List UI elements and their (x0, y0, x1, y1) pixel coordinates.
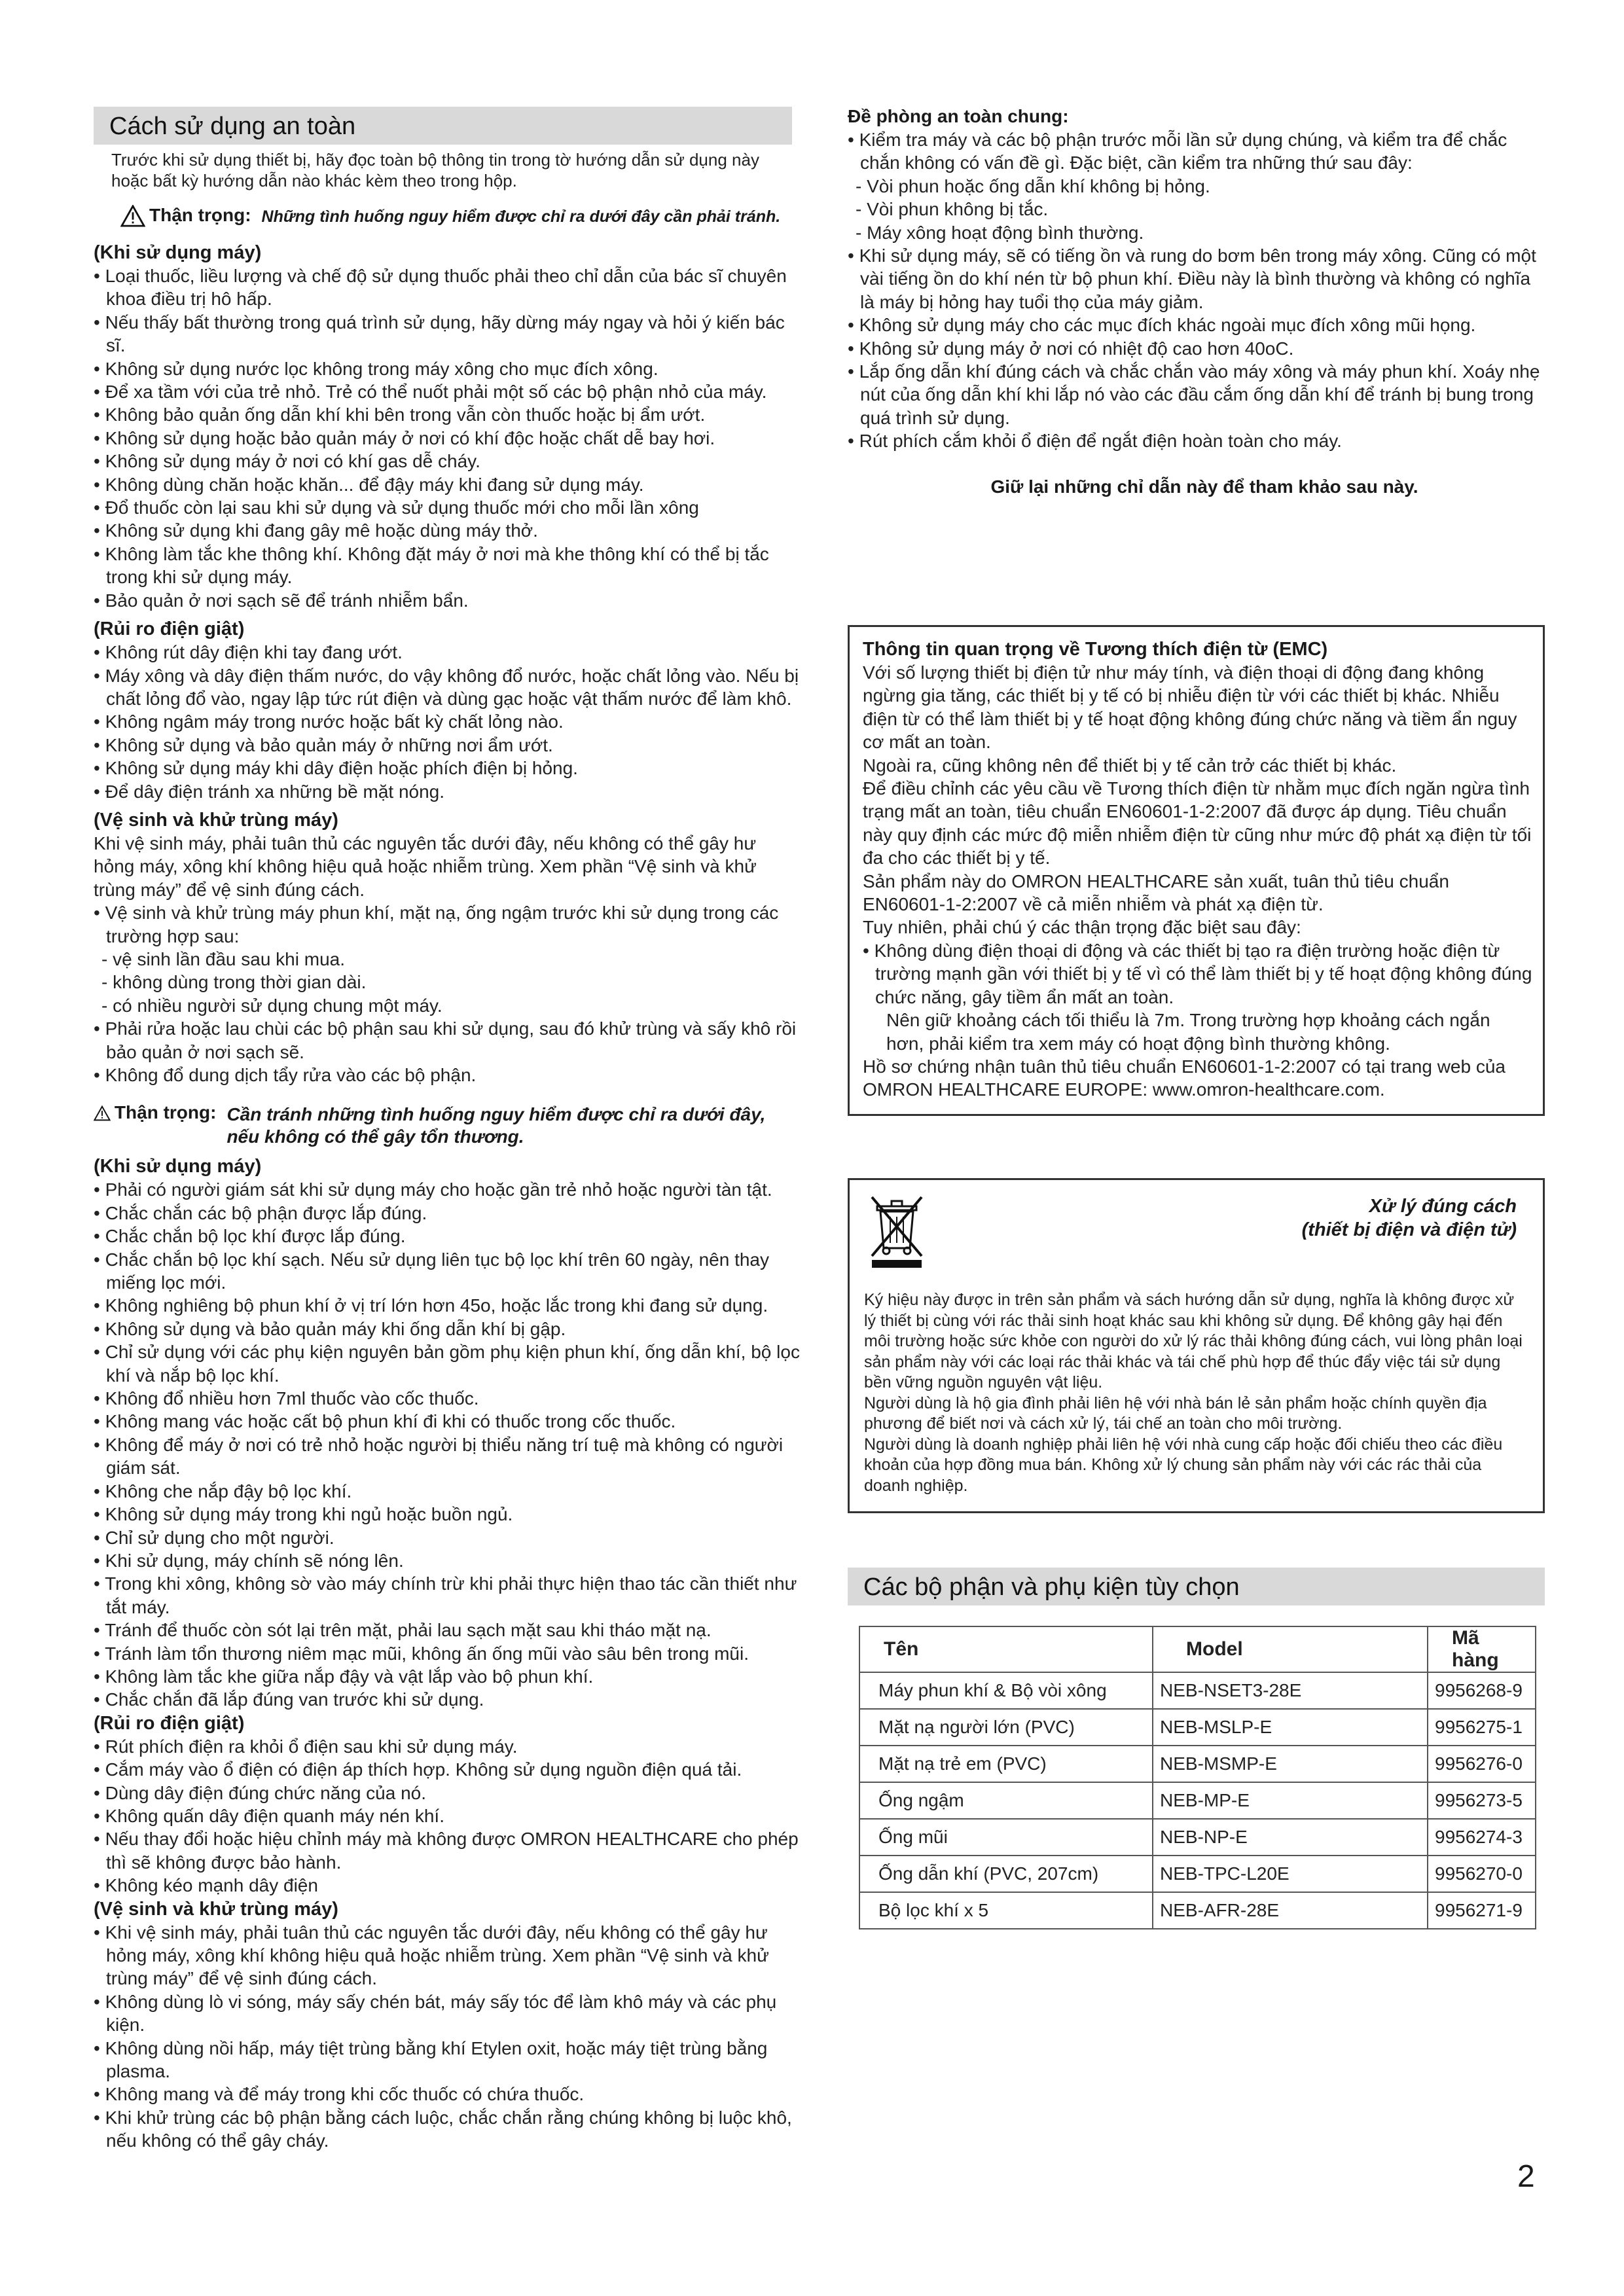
col-header-code: Mã hàng (1428, 1626, 1536, 1672)
list-usage-2 (94, 1178, 801, 1711)
list-item: • Dùng dây điện đúng chức năng của nó. (94, 1782, 801, 1804)
left-column-flow (94, 241, 801, 2153)
disposal-p2: Người dùng là hộ gia đình phải liên hệ với nhà bán lẻ sản phẩm hoặc chính quyền địa phương để biết nơi và cách xử lý, tái chế an toàn cho môi trường. (864, 1393, 1487, 1433)
list-item: • Khi sử dụng máy, sẽ có tiếng ồn và rung do bơm bên trong máy xông. Cũng có một vài tiếng ồn do khí nén từ bộ phun khí. Điều này là bình thường và không có nghĩa là máy bị hỏng hay tuổi thọ của máy giảm. (848, 244, 1548, 314)
disposal-title-2: (thiết bị điện và điện tử) (1301, 1219, 1517, 1240)
list-item: • Để xa tầm với của trẻ nhỏ. Trẻ có thể nuốt phải một số các bộ phận nhỏ của máy. (94, 380, 801, 403)
cell-model: NEB-MP-E (1153, 1782, 1428, 1819)
section-header-safe-use: Cách sử dụng an toàn (94, 107, 792, 145)
weee-bin-icon (864, 1189, 929, 1270)
list-item: • Nếu thay đổi hoặc hiệu chỉnh máy mà không được OMRON HEALTHCARE cho phép thì sẽ không được bảo hành. (94, 1827, 801, 1874)
disposal-p1: Ký hiệu này được in trên sản phẩm và sách hướng dẫn sử dụng, nghĩa là không được xử lý thiết bị cùng với rác thải sinh hoạt khác sau khi không sử dụng. Để không gây hại đến môi trường hoặc sức khỏe con người do xử lý rác thải không đúng cách, vui lòng phân loại sản phẩm này với các loại rác thải khác và tái chế phù hợp để thúc đẩy việc tái sử dụng bền vững nguồn nguyên vật liệu. (864, 1291, 1523, 1391)
subsection-title: (Khi sử dụng máy) (94, 1156, 262, 1177)
dash-item: - Vòi phun hoặc ống dẫn khí không bị hỏng. (848, 175, 1548, 198)
cell-model: NEB-TPC-L20E (1153, 1856, 1428, 1892)
page-number: 2 (1517, 2159, 1535, 2194)
list-item: • Không nghiêng bộ phun khí ở vị trí lớn hơn 45o, hoặc lắc trong khi đang sử dụng. (94, 1294, 801, 1317)
list-item: • Không sử dụng máy ở nơi có nhiệt độ cao hơn 40oC. (848, 337, 1548, 360)
list-item: • Kiểm tra máy và các bộ phận trước mỗi lần sử dụng chúng, và kiểm tra để chắc chắn không có vấn đề gì. Đặc biệt, cần kiểm tra những thứ sau đây: (848, 128, 1548, 175)
cell-code: 9956271-9 (1428, 1892, 1536, 1929)
general-list (848, 128, 1548, 175)
subsection-title: (Vệ sinh và khử trùng máy) (94, 809, 338, 831)
list-item: • Phải rửa hoặc lau chùi các bộ phận sau khi sử dụng, sau đó khử trùng và sấy khô rồi bảo quản ở nơi sạch sẽ. (94, 1017, 801, 1064)
subsection-title: (Khi sử dụng máy) (94, 242, 262, 263)
cell-code: 9956274-3 (1428, 1819, 1536, 1856)
section-header-parts: Các bộ phận và phụ kiện tùy chọn (848, 1568, 1545, 1605)
cell-code: 9956276-0 (1428, 1746, 1536, 1782)
list-usage-1 (94, 264, 801, 612)
list-item: • Không mang vác hoặc cất bộ phun khí đi khi có thuốc trong cốc thuốc. (94, 1410, 801, 1433)
keep-note: Giữ lại những chỉ dẫn này để tham khảo sau này. (990, 476, 1418, 497)
cell-name: Ống dẫn khí (PVC, 207cm) (859, 1856, 1153, 1892)
general-list-b (848, 244, 1548, 453)
cell-model: NEB-MSLP-E (1153, 1709, 1428, 1746)
emc-p1: Với số lượng thiết bị điện tử như máy tính, và điện thoại di động đang không ngừng gia tăng, các thiết bị y tế có bị nhiễu điện từ với các thiết bị khác. Nhiễu điện từ có thể làm thiết bị y tế hoạt động không đúng chức năng và tiềm ẩn nguy cơ mất an toàn. (863, 662, 1517, 753)
list-item: • Không dùng chăn hoặc khăn... để đậy máy khi đang sử dụng máy. (94, 473, 801, 496)
list-item: • Không bảo quản ống dẫn khí khi bên trong vẫn còn thuốc hoặc bị ẩm ướt. (94, 403, 801, 426)
list-cleaning-2 (94, 1921, 801, 2153)
list-item: • Không sử dụng máy cho các mục đích khác ngoài mục đích xông mũi họng. (848, 314, 1548, 336)
list-item: • Không dùng lò vi sóng, máy sấy chén bát, máy sấy tóc để làm khô máy và các phụ kiện. (94, 1990, 801, 2037)
table-header-row (859, 1626, 1536, 1672)
list-item: • Không làm tắc khe giữa nắp đậy và vật lắp vào bộ phun khí. (94, 1665, 801, 1688)
list-item: • Không sử dụng máy trong khi ngủ hoặc buồn ngủ. (94, 1503, 801, 1526)
col-header-name: Tên (859, 1626, 1153, 1672)
table-row (859, 1819, 1536, 1856)
disposal-box (848, 1178, 1545, 1513)
caution-label: Thận trọng: (149, 205, 251, 225)
list-electric-2 (94, 1735, 801, 1897)
cell-name: Bộ lọc khí x 5 (859, 1892, 1153, 1929)
table-row (859, 1746, 1536, 1782)
subsection-title: (Vệ sinh và khử trùng máy) (94, 1898, 338, 1920)
disposal-p3: Người dùng là doanh nghiệp phải liên hệ với nhà cung cấp hoặc đối chiếu theo các điều khoản của hợp đồng mua bán. Không xử lý chung sản phẩm này với các rác thải của doanh nghiệp. (864, 1435, 1503, 1495)
list-item: • Không sử dụng khi đang gây mê hoặc dùng máy thở. (94, 519, 801, 542)
emc-item1b: Nên giữ khoảng cách tối thiểu là 7m. Trong trường hợp khoảng cách ngắn hơn, phải kiểm tra xem máy có hoạt động bình thường không. (886, 1010, 1490, 1054)
list-item: • Bảo quản ở nơi sạch sẽ để tránh nhiễm bẩn. (94, 589, 801, 612)
cell-code: 9956270-0 (1428, 1856, 1536, 1892)
list-item: • Loại thuốc, liều lượng và chế độ sử dụng thuốc phải theo chỉ dẫn của bác sĩ chuyên khoa điều trị hô hấp. (94, 264, 801, 311)
list-item: • Không dùng nồi hấp, máy tiệt trùng bằng khí Etylen oxit, hoặc máy tiệt trùng bằng plasma. (94, 2037, 801, 2083)
emc-box (848, 625, 1545, 1116)
cell-model: NEB-NSET3-28E (1153, 1672, 1428, 1709)
dash-item: - Vòi phun không bị tắc. (848, 198, 1548, 221)
list-item: • Rút phích cắm khỏi ổ điện để ngắt điện hoàn toàn cho máy. (848, 429, 1548, 452)
emc-p2: Ngoài ra, cũng không nên để thiết bị y tế cản trở các thiết bị khác. (863, 755, 1397, 776)
list-item: • Cắm máy vào ổ điện có điện áp thích hợp. Không sử dụng nguồn điện quá tải. (94, 1758, 801, 1781)
emc-p3: Để điều chỉnh các yêu cầu về Tương thích điện từ nhằm mục đích ngăn ngừa tình trạng mất an toàn, tiêu chuẩn EN60601-1-2:2007 đã được áp dụng. Tiêu chuẩn này quy định các mức độ miễn nhiễm điện từ cũng như mức độ phát xạ điện từ tối đa cho các thiết bị y tế. (863, 778, 1532, 869)
caution-1 (120, 205, 795, 227)
col-header-model: Model (1153, 1626, 1428, 1672)
list-item: • Không đổ dung dịch tẩy rửa vào các bộ phận. (94, 1064, 801, 1086)
list-item: • Khi khử trùng các bộ phận bằng cách luộc, chắc chắn rằng chúng không bị luộc khô, nếu không có thể gây cháy. (94, 2106, 801, 2153)
list-item: • Máy xông và dây điện thấm nước, do vậy không đổ nước, hoặc chất lỏng vào. Nếu bị chất lỏng đổ vào, ngay lập tức rút điện và dùng gạc hoặc vật thấm nước để làm khô. (94, 664, 801, 711)
cell-name: Máy phun khí & Bộ vòi xông (859, 1672, 1153, 1709)
list-item: • Không ngâm máy trong nước hoặc bất kỳ chất lỏng nào. (94, 710, 801, 733)
caution-desc: Cần tránh những tình huống nguy hiểm được chỉ ra dưới đây, nếu không có thể gây tổn thương. (226, 1104, 766, 1147)
list-item: • Không sử dụng hoặc bảo quản máy ở nơi có khí độc hoặc chất dễ bay hơi. (94, 427, 801, 450)
caution-2 (94, 1102, 801, 1148)
list-item: • Rút phích điện ra khỏi ổ điện sau khi sử dụng máy. (94, 1735, 801, 1758)
list-item: • Chắc chắn bộ lọc khí được lắp đúng. (94, 1225, 801, 1247)
list-item: • Chắc chắn đã lắp đúng van trước khi sử dụng. (94, 1688, 801, 1711)
dash-list (848, 175, 1548, 244)
list-item: • Tránh để thuốc còn sót lại trên mặt, phải lau sạch mặt sau khi tháo mặt nạ. (94, 1619, 801, 1641)
dash-item: - có nhiều người sử dụng chung một máy. (94, 994, 801, 1017)
table-row (859, 1672, 1536, 1709)
disposal-title-1: Xử lý đúng cách (1369, 1196, 1517, 1217)
list-item: • Lắp ống dẫn khí đúng cách và chắc chắn vào máy xông và máy phun khí. Xoáy nhẹ nút của ống dẫn khí khi lắp nó vào các đầu cắm ống dẫn khí để tránh bị bung trong quá trình sử dụng. (848, 360, 1548, 429)
caution-desc: Những tình huống nguy hiểm được chỉ ra dưới đây cần phải tránh. (261, 207, 781, 226)
list-cleaning-1 (94, 901, 801, 948)
cell-model: NEB-AFR-28E (1153, 1892, 1428, 1929)
cell-name: Ống ngậm (859, 1782, 1153, 1819)
list-item: • Tránh làm tổn thương niêm mạc mũi, không ấn ống mũi vào sâu bên trong mũi. (94, 1642, 801, 1665)
list-item: • Đổ thuốc còn lại sau khi sử dụng và sử dụng thuốc mới cho mỗi lần xông (94, 496, 801, 519)
cell-model: NEB-MSMP-E (1153, 1746, 1428, 1782)
caution-label: Thận trọng: (114, 1102, 217, 1123)
cell-code: 9956275-1 (1428, 1709, 1536, 1746)
list-item: • Phải có người giám sát khi sử dụng máy cho hoặc gần trẻ nhỏ hoặc người tàn tật. (94, 1178, 801, 1201)
list-item: • Chắc chắn các bộ phận được lắp đúng. (94, 1202, 801, 1225)
list-item: • Không rút dây điện khi tay đang ướt. (94, 641, 801, 664)
dash-list (94, 948, 801, 1017)
list-electric-1 (94, 641, 801, 803)
list-item: • Không sử dụng máy ở nơi có khí gas dễ cháy. (94, 450, 801, 473)
list-item: • Trong khi xông, không sờ vào máy chính trừ khi phải thực hiện thao tác cần thiết như tắt máy. (94, 1572, 801, 1619)
cell-name: Ống mũi (859, 1819, 1153, 1856)
list-item: • Không đổ nhiều hơn 7ml thuốc vào cốc thuốc. (94, 1387, 801, 1410)
general-title: Đề phòng an toàn chung: (848, 106, 1069, 126)
list-item: • Không sử dụng và bảo quản máy ở những nơi ẩm ướt. (94, 734, 801, 757)
list-item: • Không sử dụng nước lọc không trong máy xông cho mục đích xông. (94, 357, 801, 380)
emc-list (863, 939, 1532, 1009)
list-item: • Không che nắp đậy bộ lọc khí. (94, 1480, 801, 1503)
parts-table (859, 1626, 1536, 1929)
cell-model: NEB-NP-E (1153, 1819, 1428, 1856)
dash-item: - không dùng trong thời gian dài. (94, 971, 801, 994)
intro-text: Trước khi sử dụng thiết bị, hãy đọc toàn bộ thông tin trong tờ hướng dẫn sử dụng này hoặc bất kỳ hướng dẫn nào khác kèm theo trong hộp. (111, 150, 759, 190)
list-item: • Nếu thấy bất thường trong quá trình sử dụng, hãy dừng máy ngay và hỏi ý kiến bác sĩ. (94, 311, 801, 357)
table-row (859, 1892, 1536, 1929)
list-item: • Không quấn dây điện quanh máy nén khí. (94, 1804, 801, 1827)
list-item: • Chỉ sử dụng với các phụ kiện nguyên bản gồm phụ kiện phun khí, ống dẫn khí, bộ lọc khí và nắp bộ lọc khí. (94, 1340, 801, 1387)
list-item: • Chỉ sử dụng cho một người. (94, 1526, 801, 1549)
dash-item: - Máy xông hoạt động bình thường. (848, 221, 1548, 244)
emc-p4: Sản phẩm này do OMRON HEALTHCARE sản xuất, tuân thủ tiêu chuẩn EN60601-1-2:2007 về cả miễn nhiễm và phát xạ điện từ. (863, 870, 1449, 915)
list-cleaning-1b (94, 1017, 801, 1086)
list-item: • Vệ sinh và khử trùng máy phun khí, mặt nạ, ống ngậm trước khi sử dụng trong các trường hợp sau: (94, 901, 801, 948)
cleaning-text: Khi vệ sinh máy, phải tuân thủ các nguyên tắc dưới đây, nếu không có thể gây hư hỏng máy, xông khí không hiệu quả hoặc nhiễm trùng. Xem phần “Vệ sinh và khử trùng máy” để vệ sinh đúng cách. (94, 833, 757, 900)
cell-code: 9956273-5 (1428, 1782, 1536, 1819)
list-item: • Không để máy ở nơi có trẻ nhỏ hoặc người bị thiểu năng trí tuệ mà không có người giám sát. (94, 1433, 801, 1480)
general-precautions (848, 105, 1548, 497)
list-item: • Để dây điện tránh xa những bề mặt nóng. (94, 780, 801, 803)
emc-p5: Tuy nhiên, phải chú ý các thận trọng đặc biệt sau đây: (863, 917, 1301, 938)
warning-triangle-icon (120, 205, 145, 227)
list-item: • Không kéo mạnh dây điện (94, 1874, 801, 1897)
warning-triangle-icon (94, 1102, 111, 1124)
cell-code: 9956268-9 (1428, 1672, 1536, 1709)
subsection-title: (Rủi ro điện giật) (94, 619, 245, 640)
list-item: • Không dùng điện thoại di động và các thiết bị tạo ra điện trường hoặc điện từ trường mạnh gần với thiết bị y tế vì có thể làm thiết bị y tế hoạt động không đúng chức năng, gây tiềm ẩn mất an toàn. (863, 939, 1532, 1009)
list-item: • Không làm tắc khe thông khí. Không đặt máy ở nơi mà khe thông khí có thể bị tắc trong khi sử dụng máy. (94, 543, 801, 589)
table-row (859, 1709, 1536, 1746)
emc-title: Thông tin quan trọng về Tương thích điện từ (EMC) (863, 639, 1328, 660)
list-item: • Không sử dụng và bảo quản máy khi ống dẫn khí bị gập. (94, 1318, 801, 1340)
list-item: • Khi vệ sinh máy, phải tuân thủ các nguyên tắc dưới đây, nếu không có thể gây hư hỏng máy, xông khí không hiệu quả hoặc nhiễm trùng. Xem phần “Vệ sinh và khử trùng máy” để vệ sinh đúng cách. (94, 1921, 801, 1990)
list-item: • Chắc chắn bộ lọc khí sạch. Nếu sử dụng liên tục bộ lọc khí trên 60 ngày, nên thay miếng lọc mới. (94, 1248, 801, 1295)
list-item: • Không mang và để máy trong khi cốc thuốc có chứa thuốc. (94, 2083, 801, 2106)
table-row (859, 1856, 1536, 1892)
cell-name: Mặt nạ trẻ em (PVC) (859, 1746, 1153, 1782)
dash-item: - vệ sinh lần đầu sau khi mua. (94, 948, 801, 971)
emc-p6: Hồ sơ chứng nhận tuân thủ tiêu chuẩn EN60601-1-2:2007 có tại trang web của OMRON HEALTHCARE EUROPE: www.omron-healthcare.com. (863, 1056, 1506, 1100)
list-item: • Không sử dụng máy khi dây điện hoặc phích điện bị hỏng. (94, 757, 801, 780)
disposal-text (864, 1290, 1525, 1496)
subsection-title: (Rủi ro điện giật) (94, 1712, 245, 1734)
table-row (859, 1782, 1536, 1819)
disposal-title (1302, 1194, 1517, 1242)
cell-name: Mặt nạ người lớn (PVC) (859, 1709, 1153, 1746)
list-item: • Khi sử dụng, máy chính sẽ nóng lên. (94, 1549, 801, 1572)
